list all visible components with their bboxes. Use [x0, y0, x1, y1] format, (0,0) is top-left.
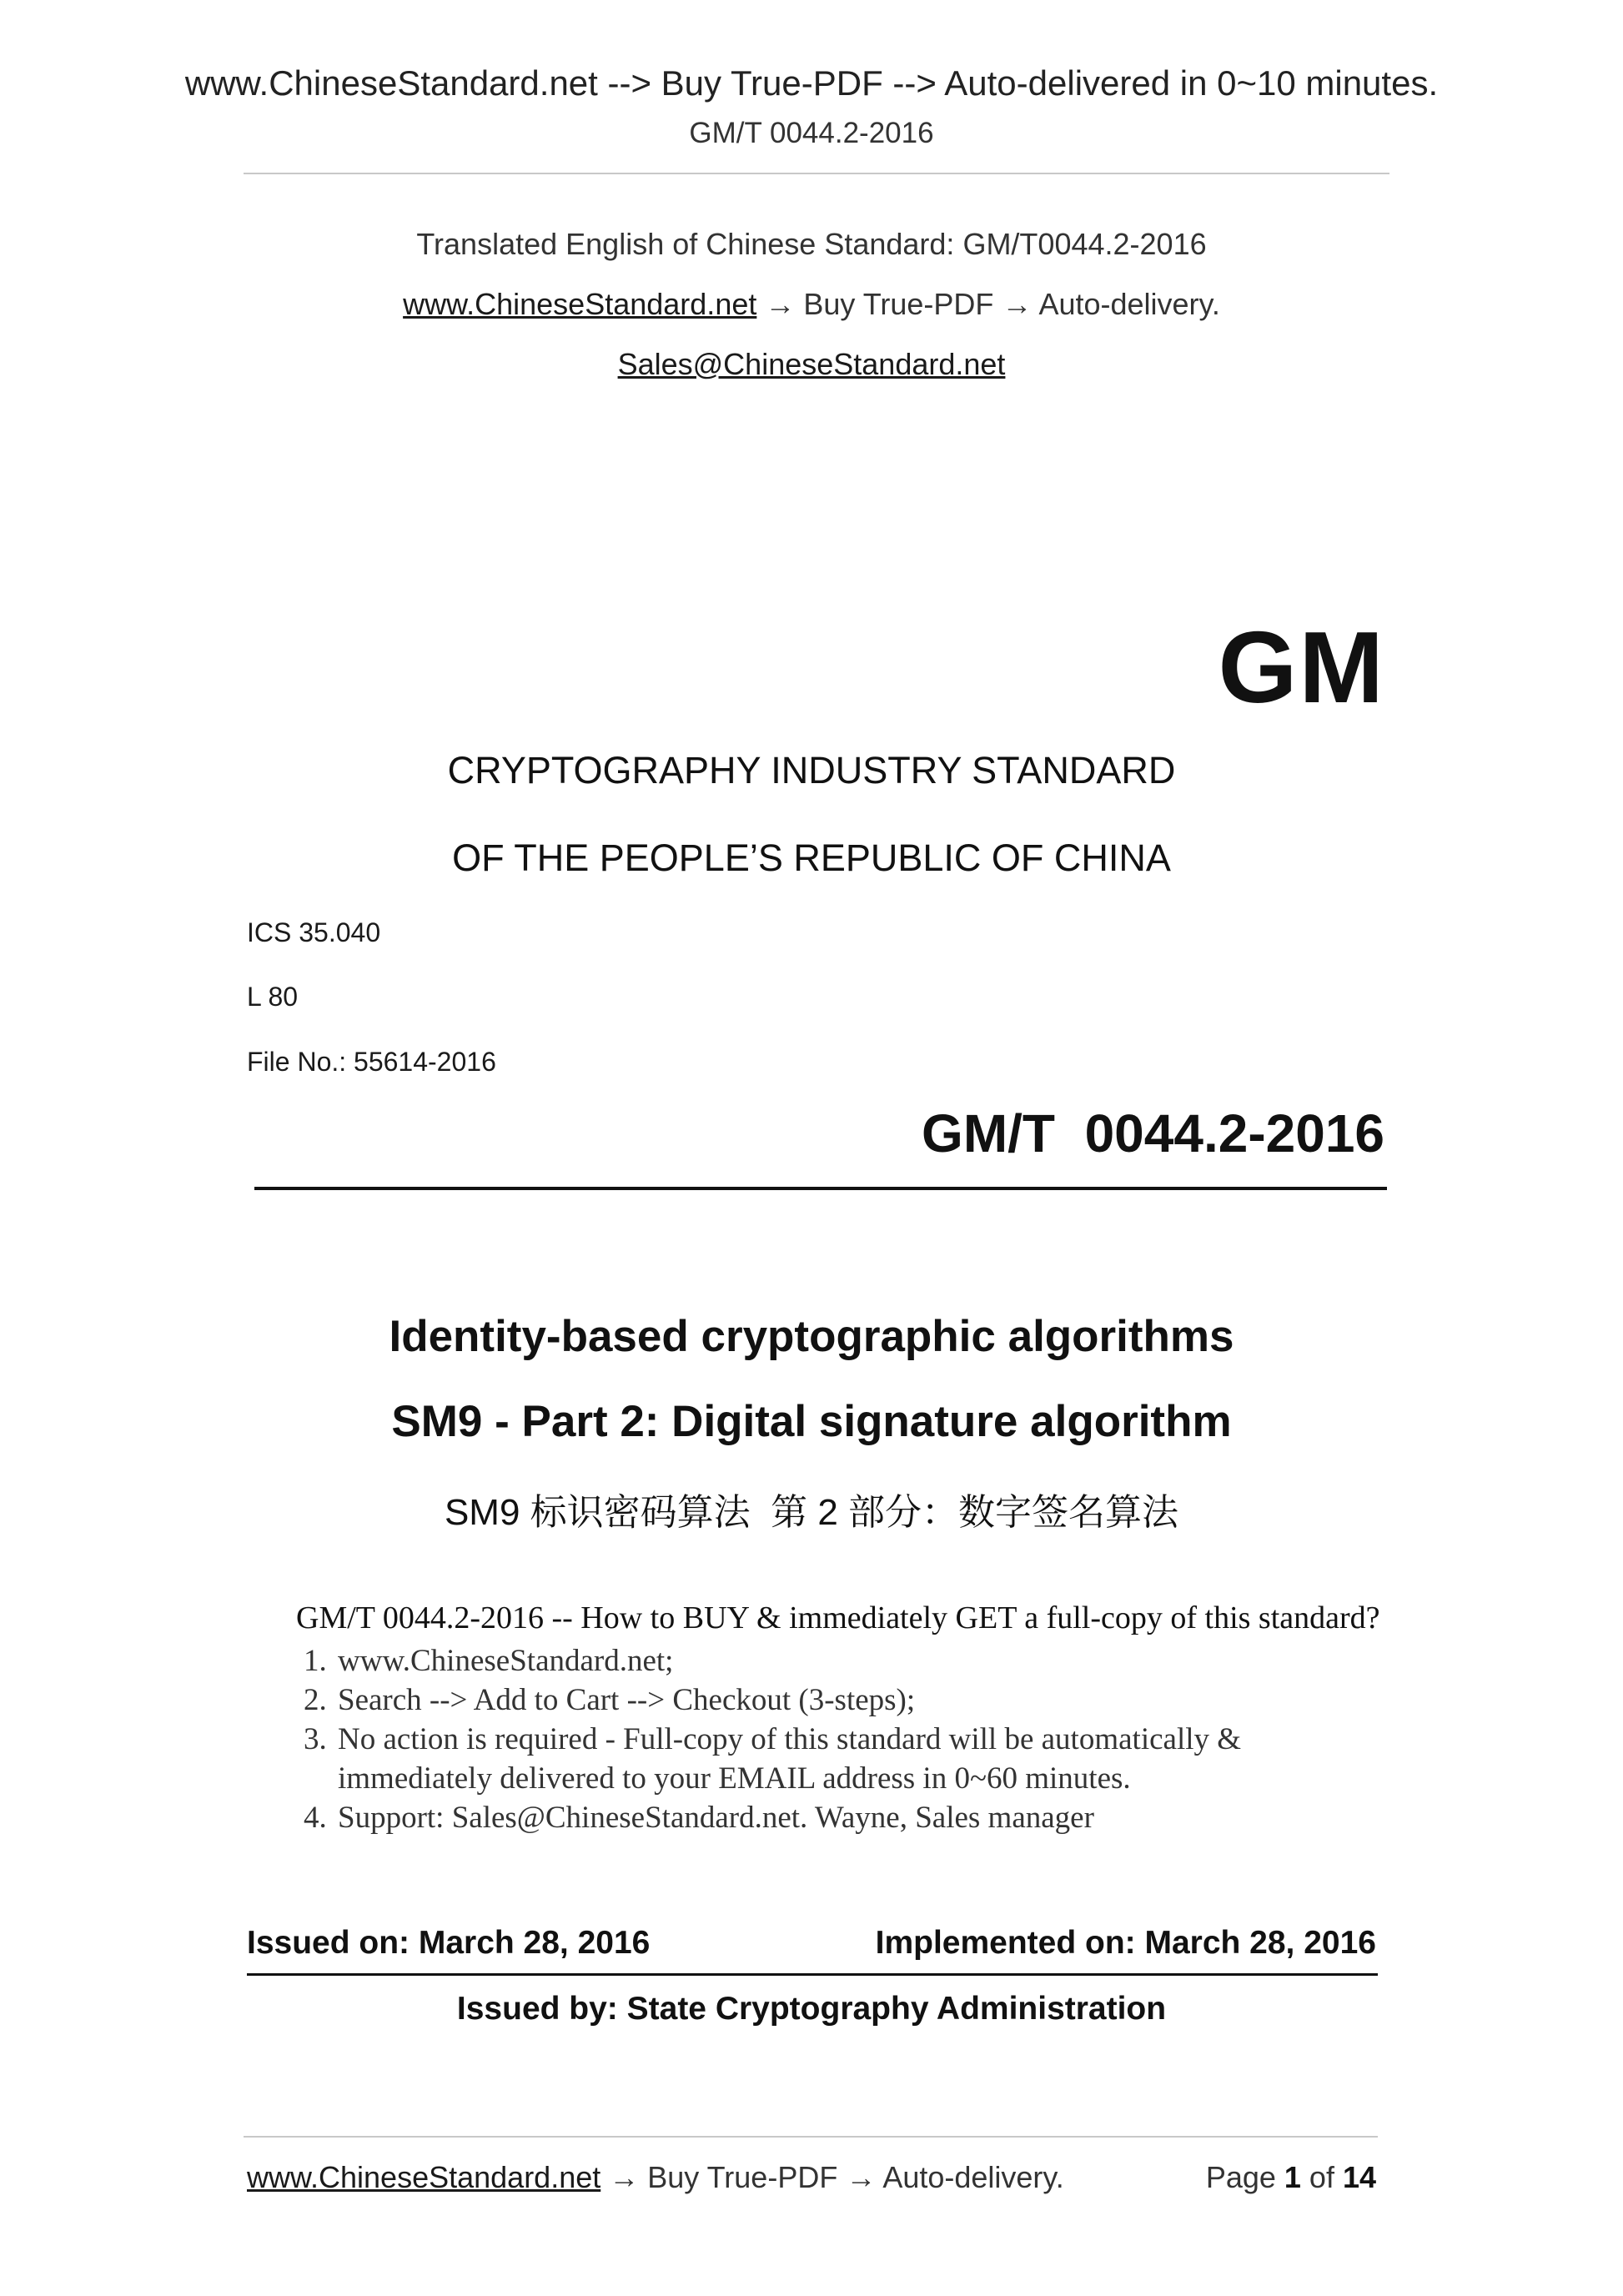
- issued-by: Issued by: State Cryptography Administration: [456, 1991, 1167, 2027]
- title-chinese: SM9 标识密码算法 第 2 部分：数字签名算法: [444, 1492, 1179, 1533]
- footer-buy-line: [247, 2160, 1064, 2195]
- list-item: 3. No action is required - Full-copy of this standard will be automatically & immediately delivered to your EMAIL address in 0~60 minutes.: [334, 1720, 1272, 1798]
- file-number: File No.: 55614-2016: [247, 1047, 496, 1077]
- header-divider: [244, 173, 1389, 174]
- list-item: 4. Support: Sales@ChineseStandard.net. Wayne, Sales manager: [334, 1798, 1380, 1837]
- standard-number: GM/T 0044.2-2016: [922, 1103, 1384, 1163]
- sales-email-link[interactable]: Sales@ChineseStandard.net: [617, 347, 1006, 381]
- ccs-code: L 80: [247, 982, 299, 1012]
- page-indicator: [1206, 2160, 1376, 2195]
- site-link[interactable]: www.ChineseStandard.net: [403, 287, 757, 321]
- republic-heading: OF THE PEOPLE’S REPUBLIC OF CHINA: [452, 837, 1171, 879]
- how-to-buy-question: GM/T 0044.2-2016 -- How to BUY & immediately GET a full-copy of this standard?: [296, 1600, 1380, 1635]
- sales-line: [0, 347, 1623, 382]
- footer-site-link[interactable]: www.ChineseStandard.net: [247, 2160, 601, 2194]
- how-to-buy-steps: [296, 1641, 1380, 1837]
- header-banner: www.ChineseStandard.net --> Buy True-PDF --> Auto-delivered in 0~10 minutes.: [184, 63, 1439, 103]
- header-standard-code: GM/T 0044.2-2016: [689, 117, 934, 149]
- ics-code: ICS 35.040: [247, 917, 381, 947]
- list-item: 2. Search --> Add to Cart --> Checkout (3-steps);: [334, 1681, 1380, 1720]
- title-line-2: SM9 - Part 2: Digital signature algorithm: [391, 1397, 1232, 1446]
- page-label: Page: [1205, 2160, 1284, 2194]
- title-line-1: Identity-based cryptographic algorithms: [389, 1312, 1234, 1361]
- footer-buy-text: → Buy True-PDF → Auto-delivery.: [600, 2160, 1064, 2194]
- buy-line: [0, 287, 1623, 322]
- footer-divider: [244, 2136, 1378, 2138]
- dates-divider: [247, 1973, 1378, 1976]
- how-to-buy-box: [296, 1600, 1380, 1837]
- translated-notice: Translated English of Chinese Standard: GM/T0044.2-2016: [416, 227, 1207, 261]
- implemented-on-date: Implemented on: March 28, 2016: [875, 1925, 1376, 1961]
- list-item: 1. www.ChineseStandard.net;: [334, 1641, 1380, 1681]
- page-of: of: [1300, 2160, 1343, 2194]
- page-current: 1: [1284, 2160, 1301, 2194]
- industry-standard-heading: CRYPTOGRAPHY INDUSTRY STANDARD: [447, 749, 1176, 791]
- issued-on-date: Issued on: March 28, 2016: [247, 1925, 651, 1961]
- page-total: 14: [1342, 2160, 1376, 2194]
- buy-text: → Buy True-PDF → Auto-delivery.: [756, 287, 1220, 321]
- standard-number-divider: [254, 1187, 1387, 1190]
- gm-logo: GM: [1218, 610, 1385, 724]
